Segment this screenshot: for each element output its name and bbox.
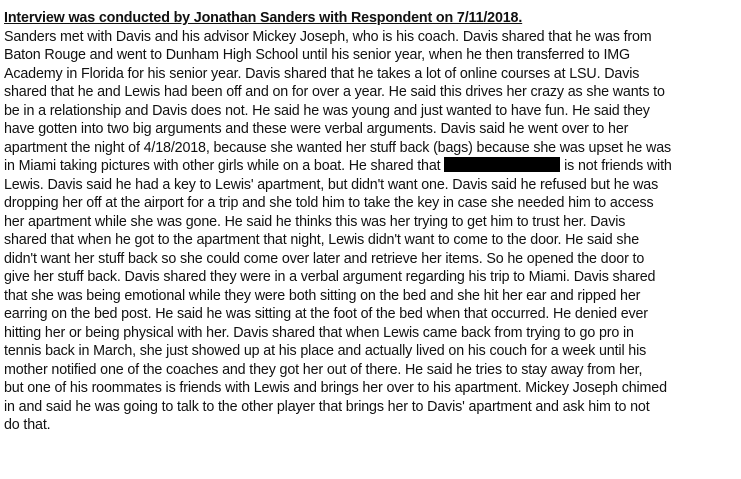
- text-line: shared that he and Lewis had been off and on for over a year. He said this drives her crazy as she wants to: [4, 84, 665, 100]
- text-line: in and said he was going to talk to the other player that brings her to Davis' apartment and ask him to not: [4, 398, 650, 415]
- text-line: be in a relationship and Davis does not. He said he was young and just wanted to have fun. He said they: [4, 102, 650, 119]
- text-line: Academy in Florida for his senior year. Davis shared that he takes a lot of online courses at LSU. Davis: [4, 65, 640, 82]
- text-line-with-redaction: [4, 157, 737, 176]
- text-line: mother notified one of the coaches and they got her out of there. He said he tries to stay away from her,: [4, 361, 643, 378]
- text-line: tennis back in March, she just showed up at his place and actually lived on his couch for a week until his: [4, 343, 647, 359]
- text-line: apartment the night of 4/18/2018, because she wanted her stuff back (bags) because she was upset he was: [4, 139, 672, 156]
- text-line: give her stuff back. Davis shared they were in a verbal argument regarding his trip to Miami. Davis shared: [4, 269, 656, 285]
- text-line: Sanders met with Davis and his advisor Mickey Joseph, who is his coach. Davis shared that he was from: [4, 28, 652, 45]
- text-line: that she was being emotional while they were both sitting on the bed and she hit her ear and ripped her: [4, 287, 641, 304]
- text-line: her apartment while she was gone. He said he thinks this was her trying to get him to trust her. Davis: [4, 213, 626, 230]
- text-line: earring on the bed post. He said he was sitting at the foot of the bed when that occurred. He denied ever: [4, 306, 648, 322]
- interview-body: [4, 28, 737, 435]
- text-line: Lewis. Davis said he had a key to Lewis' apartment, but didn't want one. Davis said he refused but he was: [4, 176, 659, 193]
- redaction-block: [444, 157, 560, 172]
- text-line: do that.: [4, 417, 51, 433]
- text-line: but one of his roommates is friends with Lewis and brings her over to his apartment. Mickey Joseph chimed: [4, 380, 667, 396]
- text-segment: is not friends with: [564, 158, 672, 174]
- interview-heading: Interview was conducted by Jonathan Sanders with Respondent on 7/11/2018.: [4, 10, 523, 26]
- text-segment: in Miami taking pictures with other girls while on a boat. He shared that: [4, 158, 441, 174]
- text-line: dropping her off at the airport for a trip and she told him to take the key in case she needed him to access: [4, 195, 654, 211]
- text-line: hitting her or being physical with her. Davis shared that when Lewis came back from trying to go pro in: [4, 324, 634, 341]
- text-line: have gotten into two big arguments and these were verbal arguments. Davis said he went over to her: [4, 121, 629, 137]
- text-line: shared that when he got to the apartment that night, Lewis didn't want to come to the door. He said she: [4, 232, 640, 248]
- text-line: Baton Rouge and went to Dunham High School until his senior year, when he then transferred to IMG: [4, 47, 631, 63]
- text-line: didn't want her stuff back so she could come over later and retrieve her items. So he opened the door to: [4, 250, 645, 267]
